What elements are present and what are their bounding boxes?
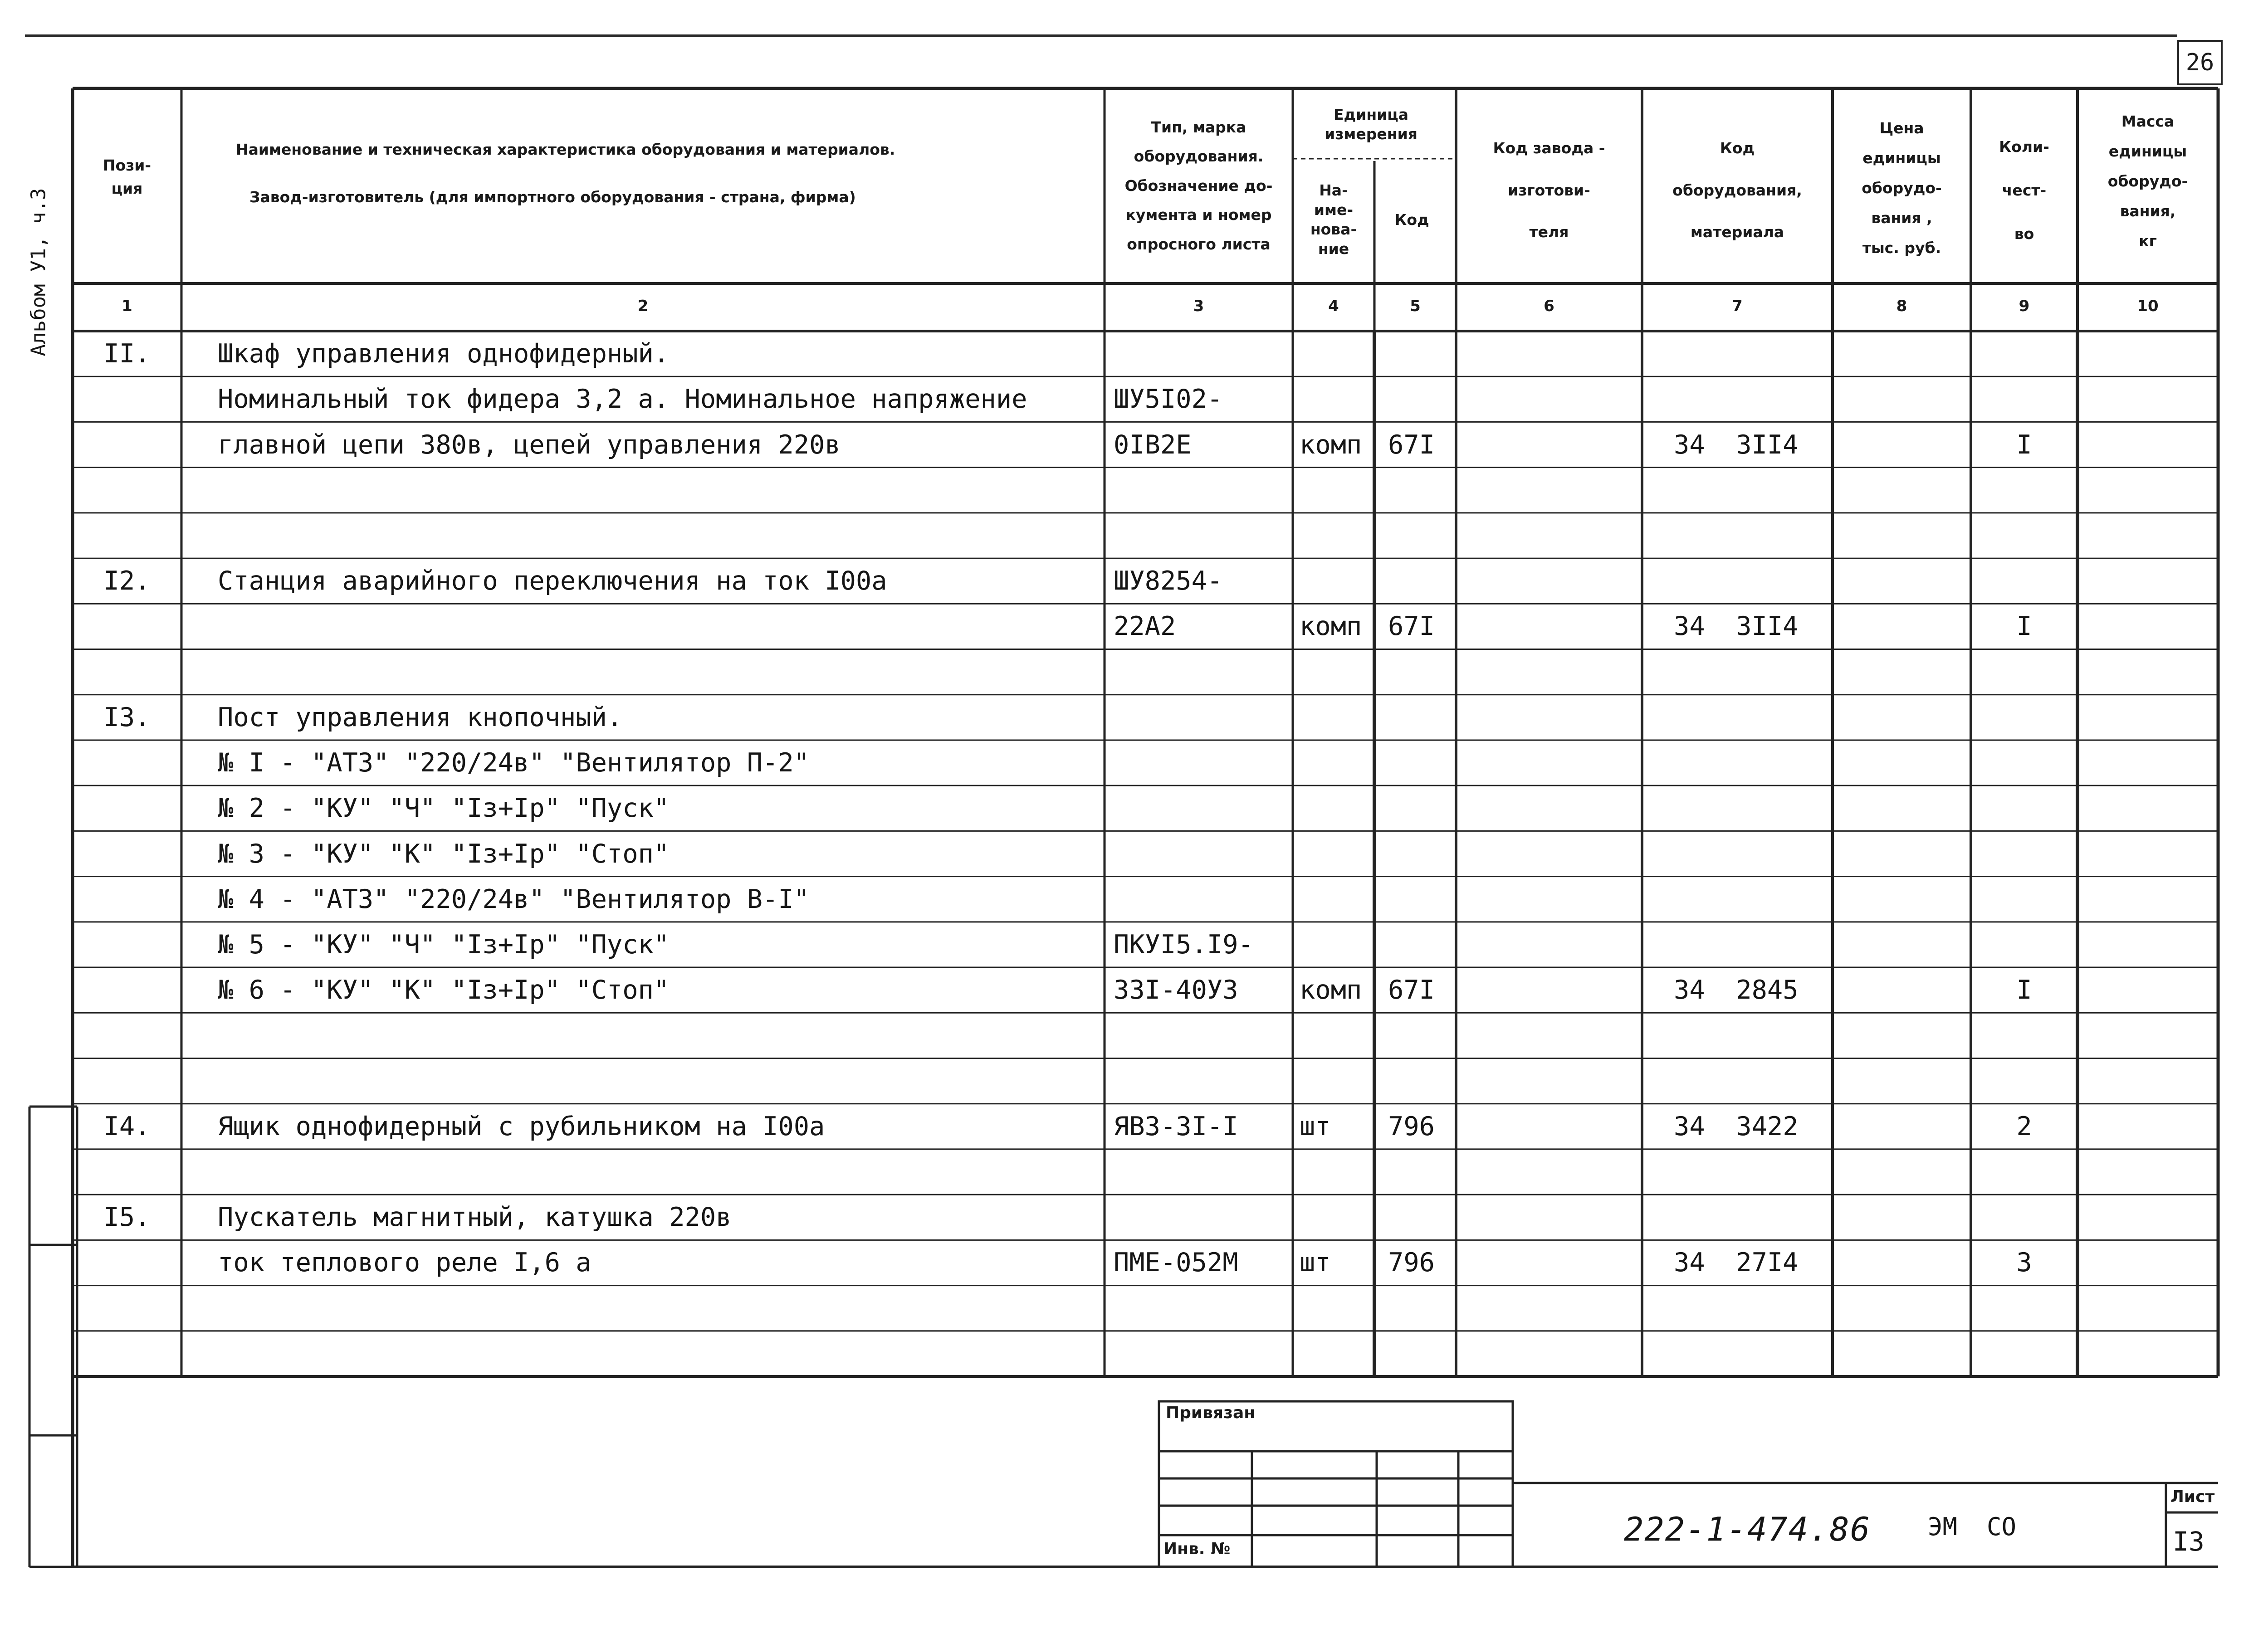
row-type: 22А2 — [1114, 611, 1176, 642]
row-type: 0IВ2Е — [1114, 429, 1192, 460]
col-number-2: 2 — [637, 297, 649, 315]
row-unit-code: 67I — [1388, 429, 1435, 460]
row-unit: комп — [1300, 975, 1362, 1005]
row-name: Пост управления кнопочный. — [218, 702, 623, 732]
row-position: I2. — [103, 566, 151, 596]
header-position: Пози- ция — [103, 156, 152, 197]
row-type: ЯВЗ-3I-I — [1114, 1111, 1238, 1141]
row-position: I5. — [103, 1202, 151, 1233]
row-unit: комп — [1300, 429, 1362, 460]
header-equipment-code: Код оборудования, материала — [1672, 139, 1802, 241]
row-quantity: 3 — [2016, 1248, 2032, 1278]
row-equipment-code: 34 27I4 — [1674, 1248, 1799, 1278]
row-name: № 6 - "КУ" "К" "Iз+Iр" "Стоп" — [218, 975, 670, 1005]
row-equipment-code: 34 2845 — [1674, 975, 1799, 1005]
row-type: ПКУI5.I9- — [1114, 929, 1254, 960]
row-name: Пускатель магнитный, катушка 220в — [218, 1202, 732, 1233]
stamp-inventory-label: Инв. № — [1163, 1540, 1231, 1558]
row-type: ШУ5I02- — [1114, 384, 1223, 415]
header-mass: Масса единицы оборудо- вания, кг — [2107, 112, 2188, 250]
row-equipment-code: 34 3II4 — [1674, 611, 1799, 642]
row-unit-code: 796 — [1388, 1248, 1435, 1278]
document-code: 222-1-474.86 — [1624, 1510, 1871, 1548]
row-name: № 3 - "КУ" "К" "Iз+Iр" "Стоп" — [218, 839, 670, 869]
row-type: ШУ8254- — [1114, 566, 1223, 596]
row-name: Ящик однофидерный с рубильником на I00а — [218, 1111, 825, 1141]
row-unit-code: 796 — [1388, 1111, 1435, 1141]
row-type: 33I-40У3 — [1114, 975, 1238, 1005]
row-name: Станция аварийного переключения на ток I00а — [218, 566, 887, 596]
row-unit-code: 67I — [1388, 975, 1435, 1005]
row-name: главной цепи 380в, цепей управления 220в — [218, 429, 841, 460]
header-unit-name: На- име- нова- ние — [1310, 181, 1357, 258]
row-position: I4. — [103, 1111, 151, 1141]
stamp-attached-label: Привязан — [1166, 1404, 1256, 1422]
col-number-6: 6 — [1544, 297, 1554, 315]
row-equipment-code: 34 3II4 — [1674, 429, 1799, 460]
document-section: ЭМ СО — [1928, 1512, 2017, 1541]
row-name: ток теплового реле I,6 а — [218, 1248, 591, 1278]
row-quantity: 2 — [2016, 1111, 2032, 1141]
row-name: № 2 - "КУ" "Ч" "Iз+Iр" "Пуск" — [218, 793, 670, 824]
row-name: № 4 - "АТЗ" "220/24в" "Вентилятор В-I" — [218, 884, 810, 914]
header-unit-group: Единица измерения — [1325, 106, 1418, 143]
header-type: Тип, марка оборудования. Обозначение до- кумента и номер опросного листа — [1124, 118, 1273, 253]
row-unit: шт — [1300, 1111, 1331, 1141]
album-side-label: Альбом У1, ч.3 — [27, 188, 50, 356]
row-unit: комп — [1300, 611, 1362, 642]
page-number: 26 — [2185, 49, 2214, 76]
row-quantity: I — [2016, 429, 2032, 460]
col-number-10: 10 — [2137, 297, 2159, 315]
row-unit: шт — [1300, 1248, 1331, 1278]
col-number-4: 4 — [1328, 297, 1339, 315]
header-name-line2: Завод-изготовитель (для импортного оборудования - страна, фирма) — [249, 188, 856, 206]
col-number-9: 9 — [2019, 297, 2030, 315]
row-position: I3. — [103, 702, 151, 732]
header-name-line1: Наименование и техническая характеристика оборудования и материалов. — [236, 141, 895, 159]
col-number-7: 7 — [1732, 297, 1743, 315]
header-price: Цена единицы оборудо- вания , тыс. руб. — [1862, 119, 1942, 257]
row-name: № I - "АТЗ" "220/24в" "Вентилятор П-2" — [218, 748, 810, 778]
row-name: Шкаф управления однофидерный. — [218, 339, 670, 369]
row-name: № 5 - "КУ" "Ч" "Iз+Iр" "Пуск" — [218, 929, 670, 960]
sheet-label: Лист — [2170, 1488, 2215, 1506]
row-quantity: I — [2016, 975, 2032, 1005]
header-factory-code: Код завода - изготови- теля — [1493, 139, 1605, 241]
row-quantity: I — [2016, 611, 2032, 642]
row-position: II. — [103, 339, 151, 369]
row-unit-code: 67I — [1388, 611, 1435, 642]
sheet-number: I3 — [2173, 1526, 2204, 1557]
row-equipment-code: 34 3422 — [1674, 1111, 1799, 1141]
header-quantity: Коли- чест- во — [1999, 138, 2049, 243]
col-number-8: 8 — [1896, 297, 1907, 315]
col-number-3: 3 — [1193, 297, 1204, 315]
col-number-5: 5 — [1410, 297, 1421, 315]
row-type: ПМЕ-052М — [1114, 1248, 1238, 1278]
row-name: Номинальный ток фидера 3,2 а. Номинальное напряжение — [218, 384, 1027, 415]
col-number-1: 1 — [122, 297, 132, 315]
header-unit-code: Код — [1394, 211, 1429, 229]
